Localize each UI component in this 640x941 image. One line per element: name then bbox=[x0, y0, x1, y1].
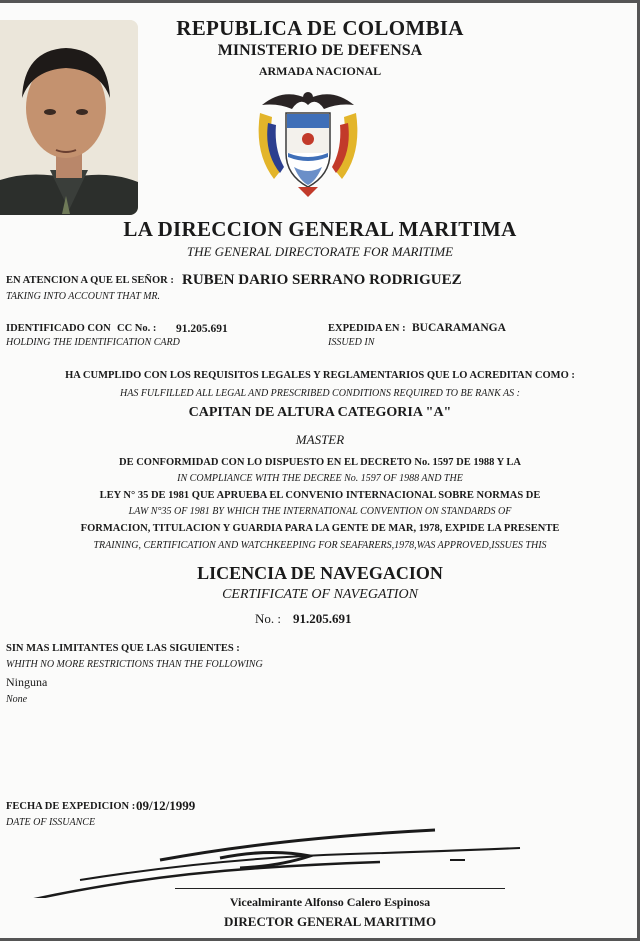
certificate-number-label: No. : bbox=[255, 611, 281, 626]
legal-line-2: LEY N° 35 DE 1981 QUE APRUEBA EL CONVENIO INTERNACIONAL SOBRE NORMAS DE bbox=[99, 490, 541, 501]
directorate-title: LA DIRECCION GENERAL MARITIMA bbox=[123, 217, 517, 241]
handwritten-signature-icon bbox=[20, 818, 530, 898]
ministry-heading: MINISTERIO DE DEFENSA bbox=[217, 42, 423, 59]
rank-title: CAPITAN DE ALTURA CATEGORIA "A" bbox=[188, 405, 452, 420]
requirements-text: HA CUMPLIDO CON LOS REQUISITOS LEGALES Y REGLAMENTARIOS QUE LO ACREDITAN COMO : bbox=[65, 370, 575, 381]
holder-name: RUBEN DARIO SERRANO RODRIGUEZ bbox=[182, 272, 462, 288]
certificate-title-en: CERTIFICATE OF NAVEGATION bbox=[222, 587, 418, 602]
signatory-name: Vicealmirante Alfonso Calero Espinosa bbox=[229, 895, 431, 909]
navy-heading: ARMADA NACIONAL bbox=[258, 64, 382, 78]
legal-line-2-en: LAW N°35 OF 1981 BY WHICH THE INTERNATIONAL CONVENTION ON STANDARDS OF bbox=[128, 506, 512, 517]
id-number: 91.205.691 bbox=[176, 323, 228, 335]
legal-line-3-en: TRAINING, CERTIFICATION AND WATCHKEEPING FOR SEAFARERS,1978,WAS APPROVED,ISSUES THIS bbox=[93, 540, 547, 551]
id-doc-label: CC No. : bbox=[117, 323, 157, 334]
issuance-label-en: DATE OF ISSUANCE bbox=[6, 817, 96, 828]
signatory-title: DIRECTOR GENERAL MARITIMO bbox=[223, 914, 437, 929]
certificate-title: LICENCIA DE NAVEGACION bbox=[197, 563, 443, 583]
requirements-text-en: HAS FULFILLED ALL LEGAL AND PRESCRIBED CONDITIONS REQUIRED TO BE RANK AS : bbox=[119, 388, 520, 399]
issued-label-en: ISSUED IN bbox=[328, 337, 375, 348]
country-heading: REPUBLICA DE COLOMBIA bbox=[176, 16, 464, 40]
issued-value: BUCARAMANGA bbox=[412, 322, 506, 334]
legal-line-1-en: IN COMPLIANCE WITH THE DECREE No. 1597 OF 1988 AND THE bbox=[177, 473, 463, 484]
id-label: IDENTIFICADO CON bbox=[6, 323, 111, 334]
coat-of-arms-icon bbox=[254, 83, 362, 198]
directorate-title-en: THE GENERAL DIRECTORATE FOR MARITIME bbox=[186, 244, 454, 259]
legal-line-3: FORMACION, TITULACION Y GUARDIA PARA LA GENTE DE MAR, 1978, EXPIDE LA PRESENTE bbox=[80, 523, 560, 534]
restrictions-label-en: WHITH NO MORE RESTRICTIONS THAN THE FOLLOWING bbox=[6, 659, 263, 670]
signature-line bbox=[175, 888, 505, 889]
issued-label: EXPEDIDA EN : bbox=[328, 323, 406, 334]
holder-label: EN ATENCION A QUE EL SEÑOR : bbox=[6, 275, 174, 286]
legal-line-1: DE CONFORMIDAD CON LO DISPUESTO EN EL DECRETO No. 1597 DE 1988 Y LA bbox=[119, 457, 521, 468]
certificate-number: 91.205.691 bbox=[293, 611, 352, 626]
id-label-en: HOLDING THE IDENTIFICATION CARD bbox=[6, 337, 180, 348]
restrictions-value-en: None bbox=[6, 694, 28, 705]
restrictions-label: SIN MAS LIMITANTES QUE LAS SIGUIENTES : bbox=[6, 643, 240, 654]
holder-label-en: TAKING INTO ACCOUNT THAT MR. bbox=[6, 291, 161, 302]
issuance-date: 09/12/1999 bbox=[136, 798, 196, 813]
restrictions-value: Ninguna bbox=[6, 675, 48, 689]
issuance-label: FECHA DE EXPEDICION : bbox=[6, 801, 136, 812]
rank-title-en: MASTER bbox=[295, 432, 345, 447]
